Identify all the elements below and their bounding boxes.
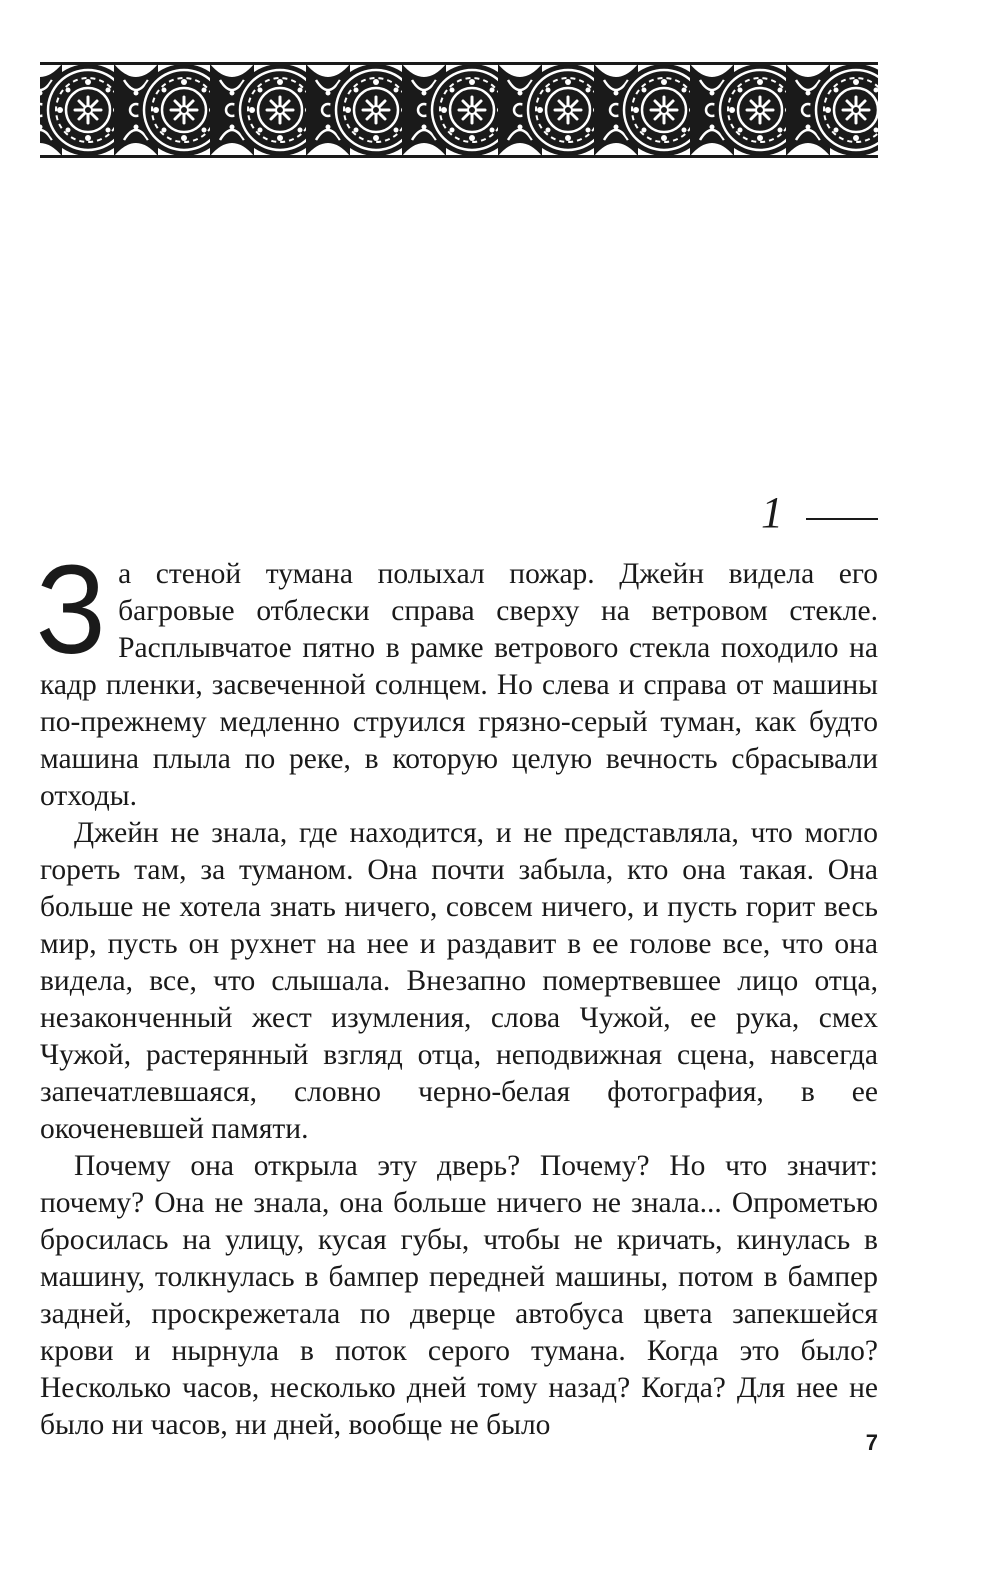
paragraph-1-text: а стеной тумана полыхал пожар. Джейн видела его багровые отблески справа сверху на ветровом стекле. Расплывчатое пятно в рамке ветрового стекла походило на кадр пленки, засвеченной солнцем. Но слева и справа от машины по-прежнему медленно струился грязно-серый туман, как будто машина плыла по реке, в которую целую вечность сбрасывали отходы.	[40, 558, 878, 812]
page-number: 7	[865, 1430, 878, 1455]
drop-cap: З	[36, 539, 107, 680]
chapter-heading	[700, 488, 878, 538]
body-text	[36, 539, 878, 1444]
paragraph-2: Джейн не знала, где находится, и не представляла, что могло гореть там, за туманом. Она почти забыла, кто она такая. Она больше не хотела знать ничего, совсем ничего, и пусть горит весь мир, пусть он рухнет на нее и раздавит в ее голове все, что она видела, все, что слышала. Внезапно помертвевшее лицо отца, незаконченный жест изумления, слова Чужой, ее рука, смех Чужой, растерянный взгляд отца, неподвижная сцена, навсегда запечатлевшаяся, словно черно-белая фотография, в ее окоченевшей памяти.	[40, 817, 878, 1145]
chapter-number: 1	[761, 488, 783, 537]
paragraph-1	[36, 539, 878, 815]
ornamental-border-icon	[40, 62, 878, 158]
paragraph-3: Почему она открыла эту дверь? Почему? Но что значит: почему? Она не знала, она больше ничего не знала... Опрометью бросилась на улицу, кусая губы, чтобы не кричать, кинулась в машину, толкнулась в бампер передней машины, потом в бампер задней, проскрежетала по дверце автобуса цвета запекшейся крови и нырнула в поток серого тумана. Когда это было? Несколько часов, несколько дней тому назад? Когда? Для нее не было ни часов, ни дней, вообще не было	[40, 1150, 878, 1441]
chapter-rule	[806, 518, 878, 520]
